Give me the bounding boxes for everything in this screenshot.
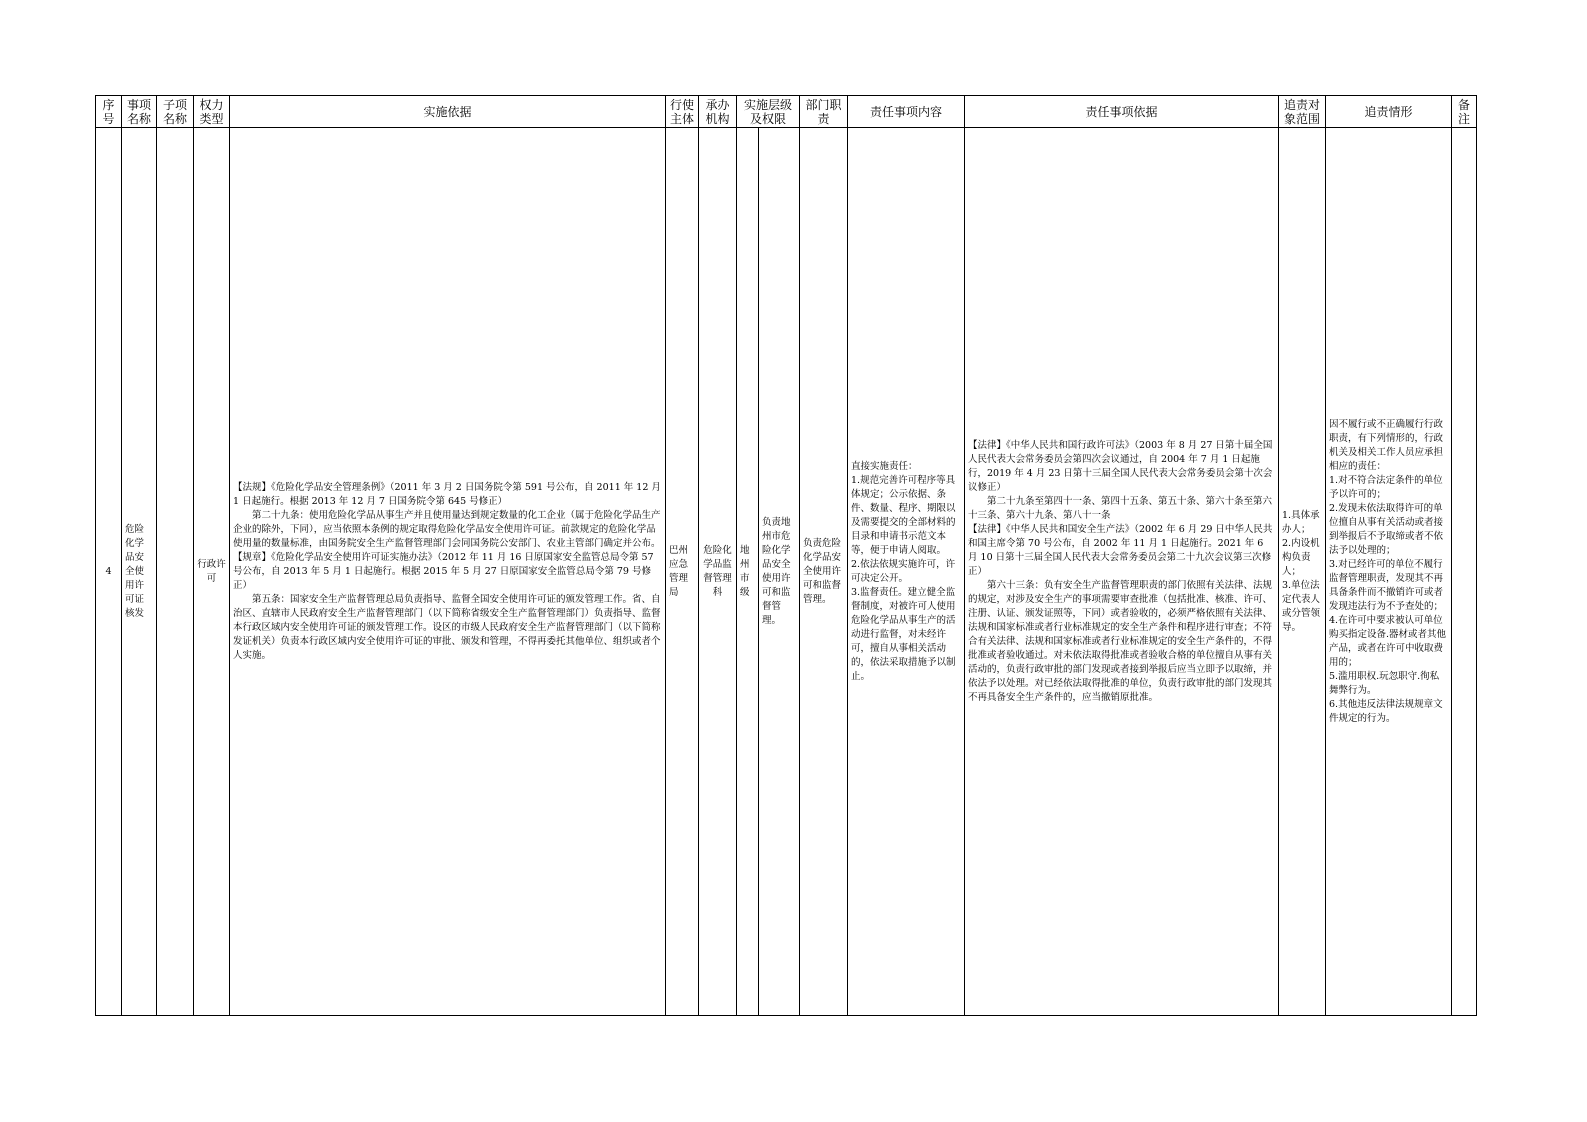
cell-subject: 巴州应急管理局 xyxy=(666,128,699,1016)
header-basis: 实施依据 xyxy=(230,96,666,128)
header-sub-name: 子项名称 xyxy=(157,96,194,128)
cell-seq: 4 xyxy=(96,128,122,1016)
cell-basis: 【法规】《危险化学品安全管理条例》（2011 年 3 月 2 日国务院令第 591 号公布，自 2011 年 12 月 1 日起施行。根据 2013 年 12 月 7 日国务院令第 645 号修正） 第二十九条：使用危险化学品从事生产并且使用量达到规定数量的化工企业（属于危险化学品生产企业的除外，下同），应当依照本条例的规定取得危险化学品安全使用许可证。前款规定的危险化学品使用量的数量标准，由国务院安全生产监督管理部门会同国务院公安部门、农业主管部门确定并公布。 【规章】《危险化学品安全使用许可证实施办法》（2012 年 11 月 16 日原国家安全监管总局令第 57 号公布，自 2013 年 5 月 1 日起施行。根据 2015 年 5 月 27 日原国家安全监管总局令第 79 号修正） 第五条：国家安全生产监督管理总局负责指导、监督全国安全使用许可证的颁发管理工作。省、自治区、直辖市人民政府安全生产监督管理部门（以下简称省级安全生产监督管理部门）负责指导、监督本行政区域内安全使用许可证的颁发管理工作。设区的市级人民政府安全生产监督管理部门（以下简称发证机关）负责本行政区域内安全使用许可证的审批、颁发和管理，不得再委托其他单位、组织或者个人实施。 xyxy=(230,128,666,1016)
header-acc-scope: 追责对象范围 xyxy=(1279,96,1326,128)
cell-duty: 负责危险化学品安全使用许可和监督管理。 xyxy=(800,128,848,1016)
cell-power-type: 行政许可 xyxy=(194,128,230,1016)
cell-acc-scope: 1.具体承办人； 2.内设机构负责人； 3.单位法定代表人或分管领导。 xyxy=(1279,128,1326,1016)
cell-resp-basis: 【法律】《中华人民共和国行政许可法》（2003 年 8 月 27 日第十届全国人民代表大会常务委员会第四次会议通过，自 2004 年 7 月 1 日起施行，2019 年 4 月 23 日第十三届全国人民代表大会常务委员会第十次会议修正） 第二十九条至第四十一条、第四十五条、第五十条、第六十条至第六十三条、第六十九条、第八十一条 【法律】《中华人民共和国安全生产法》（2002 年 6 月 29 日中华人民共和国主席令第 70 号公布，自 2002 年 11 月 1 日起施行。2021 年 6 月 10 日第十三届全国人民代表大会常务委员会第二十九次会议第三次修正） 第六十三条：负有安全生产监督管理职责的部门依照有关法律、法规的规定，对涉及安全生产的事项需要审查批准（包括批准、核准、许可、注册、认证、颁发证照等，下同）或者验收的，必须严格依照有关法律、法规和国家标准或者行业标准规定的安全生产条件和程序进行审查；不符合有关法律、法规和国家标准或者行业标准规定的安全生产条件的，不得批准或者验收通过。对未依法取得批准或者验收合格的单位擅自从事有关活动的，负责行政审批的部门发现或者接到举报后应当立即予以取缔，并依法予以处理。对已经依法取得批准的单位，负责行政审批的部门发现其不再具备安全生产条件的，应当撤销原批准。 xyxy=(965,128,1279,1016)
cell-sub-name xyxy=(157,128,194,1016)
cell-remark xyxy=(1452,128,1477,1016)
header-level: 实施层级及权限 xyxy=(737,96,800,128)
cell-level-a: 地州市级 xyxy=(737,128,759,1016)
header-row xyxy=(96,96,1477,128)
table-row xyxy=(96,128,1477,1016)
header-resp-content: 责任事项内容 xyxy=(848,96,965,128)
header-duty: 部门职责 xyxy=(800,96,848,128)
header-remark: 备注 xyxy=(1452,96,1477,128)
header-item-name: 事项名称 xyxy=(122,96,157,128)
header-seq: 序号 xyxy=(96,96,122,128)
header-subject: 行使主体 xyxy=(666,96,699,128)
responsibility-table xyxy=(95,95,1477,1016)
cell-organ: 危险化学品监督管理科 xyxy=(699,128,737,1016)
header-resp-basis: 责任事项依据 xyxy=(965,96,1279,128)
cell-level-b: 负责地州市危险化学品安全使用许可和监督管理。 xyxy=(759,128,800,1016)
header-power-type: 权力类型 xyxy=(194,96,230,128)
cell-resp-content: 直接实施责任： 1.规范完善许可程序等具体规定；公示依据、条件、数量、程序、期限以及需要提交的全部材料的目录和申请书示范文本等，便于申请人阅取。 2.依法依规实施许可，许可决定公开。 3.监督责任。建立健全监督制度，对被许可人使用危险化学品从事生产的活动进行监督，对未经许可，擅自从事相关活动的，依法采取措施予以制止。 xyxy=(848,128,965,1016)
cell-item-name: 危险化学品安全使用许可证核发 xyxy=(122,128,157,1016)
header-acc-cases: 追责情形 xyxy=(1326,96,1452,128)
header-organ: 承办机构 xyxy=(699,96,737,128)
cell-acc-cases: 因不履行或不正确履行行政职责，有下列情形的，行政机关及相关工作人员应承担相应的责任： 1.对不符合法定条件的单位予以许可的； 2.发现未依法取得许可的单位擅自从事有关活动或者接到举报后不予取缔或者不依法予以处理的； 3.对已经许可的单位不履行监督管理职责，发现其不再具备条件而不撤销许可或者发现违法行为不予查处的； 4.在许可中要求被认可单位购买指定设备.器材或者其他产品，或者在许可中收取费用的； 5.滥用职权.玩忽职守.徇私舞弊行为。 6.其他违反法律法规规章文件规定的行为。 xyxy=(1326,128,1452,1016)
